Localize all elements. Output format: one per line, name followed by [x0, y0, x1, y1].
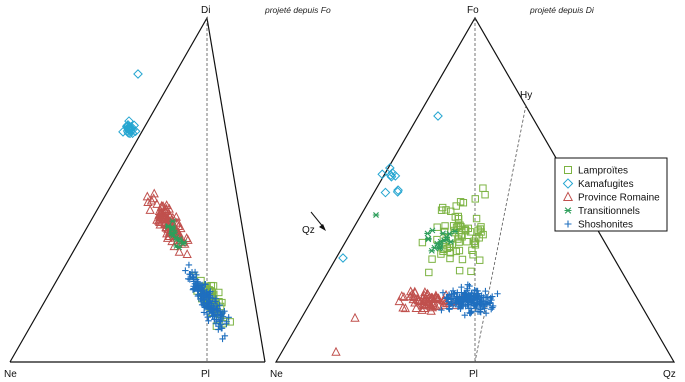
left-data-points — [119, 70, 234, 342]
lamproite-point — [419, 239, 425, 245]
right-base-pl: Pl — [469, 369, 478, 380]
left-ternary — [4, 5, 331, 380]
lamproite-point — [482, 192, 488, 198]
shoshonite-point — [482, 288, 488, 294]
province-romaine-point — [175, 248, 183, 255]
shoshonite-point — [205, 314, 211, 320]
lamproite-point — [429, 256, 435, 262]
province-romaine-point — [183, 250, 191, 257]
transitionnel-point — [446, 231, 452, 236]
shoshonite-point — [494, 291, 500, 297]
province-romaine-point — [351, 314, 359, 321]
kamafugite-point — [339, 254, 347, 262]
transitionnel-point — [429, 228, 435, 233]
kamafugite-point — [434, 112, 442, 120]
kamafugite-point — [381, 188, 389, 196]
right-vertex-ne: Ne — [270, 369, 283, 380]
legend-label-4: Shoshonites — [578, 219, 634, 231]
shoshonite-point — [483, 310, 489, 316]
right-vertex-qz: Qz — [663, 369, 676, 380]
lamproite-point — [456, 267, 462, 273]
lamproite-point — [468, 268, 474, 274]
shoshonite-point — [440, 289, 446, 295]
left-triangle-outline — [10, 18, 265, 362]
right-projection-note: projeté depuis Di — [530, 5, 594, 15]
legend-label-0: Lamproïtes — [578, 165, 629, 177]
shoshonite-point — [182, 267, 188, 273]
shoshonite-point — [201, 309, 207, 315]
qz-arrow-head — [319, 224, 326, 231]
transitionnel-point — [429, 248, 435, 253]
transitionnel-point — [373, 212, 379, 217]
lamproite-point — [459, 256, 465, 262]
kamafugite-point — [134, 70, 142, 78]
province-romaine-point — [332, 348, 340, 355]
left-vertex-di: Di — [201, 5, 211, 16]
left-vertex-ne: Ne — [4, 369, 17, 380]
shoshonite-point — [489, 293, 495, 299]
lamproite-point — [434, 224, 440, 230]
lamproite-point — [473, 215, 479, 221]
legend — [555, 158, 667, 231]
qz-arrow-label: Qz — [302, 225, 315, 236]
right-data-points — [332, 112, 501, 355]
lamproite-point — [464, 238, 470, 244]
lamproite-point — [426, 269, 432, 275]
lamproite-point — [480, 185, 486, 191]
legend-label-2: Province Romaine — [578, 192, 660, 204]
lamproite-point — [477, 257, 483, 263]
right-hy-label: Hy — [520, 90, 533, 101]
legend-label-1: Kamafugites — [578, 179, 634, 190]
transitionnel-point — [424, 231, 430, 236]
left-projection-note: projeté depuis Fo — [265, 5, 331, 15]
shoshonite-point — [465, 281, 471, 287]
legend-label-3: Transitionnels — [578, 206, 640, 217]
left-base-pl: Pl — [201, 369, 210, 380]
right-hy-pl-dashed-line — [475, 105, 526, 362]
shoshonite-point — [205, 318, 211, 324]
transitionnel-point — [425, 236, 431, 241]
shoshonite-point — [458, 284, 464, 290]
right-vertex-fo: Fo — [467, 5, 479, 16]
shoshonite-point — [186, 262, 192, 268]
